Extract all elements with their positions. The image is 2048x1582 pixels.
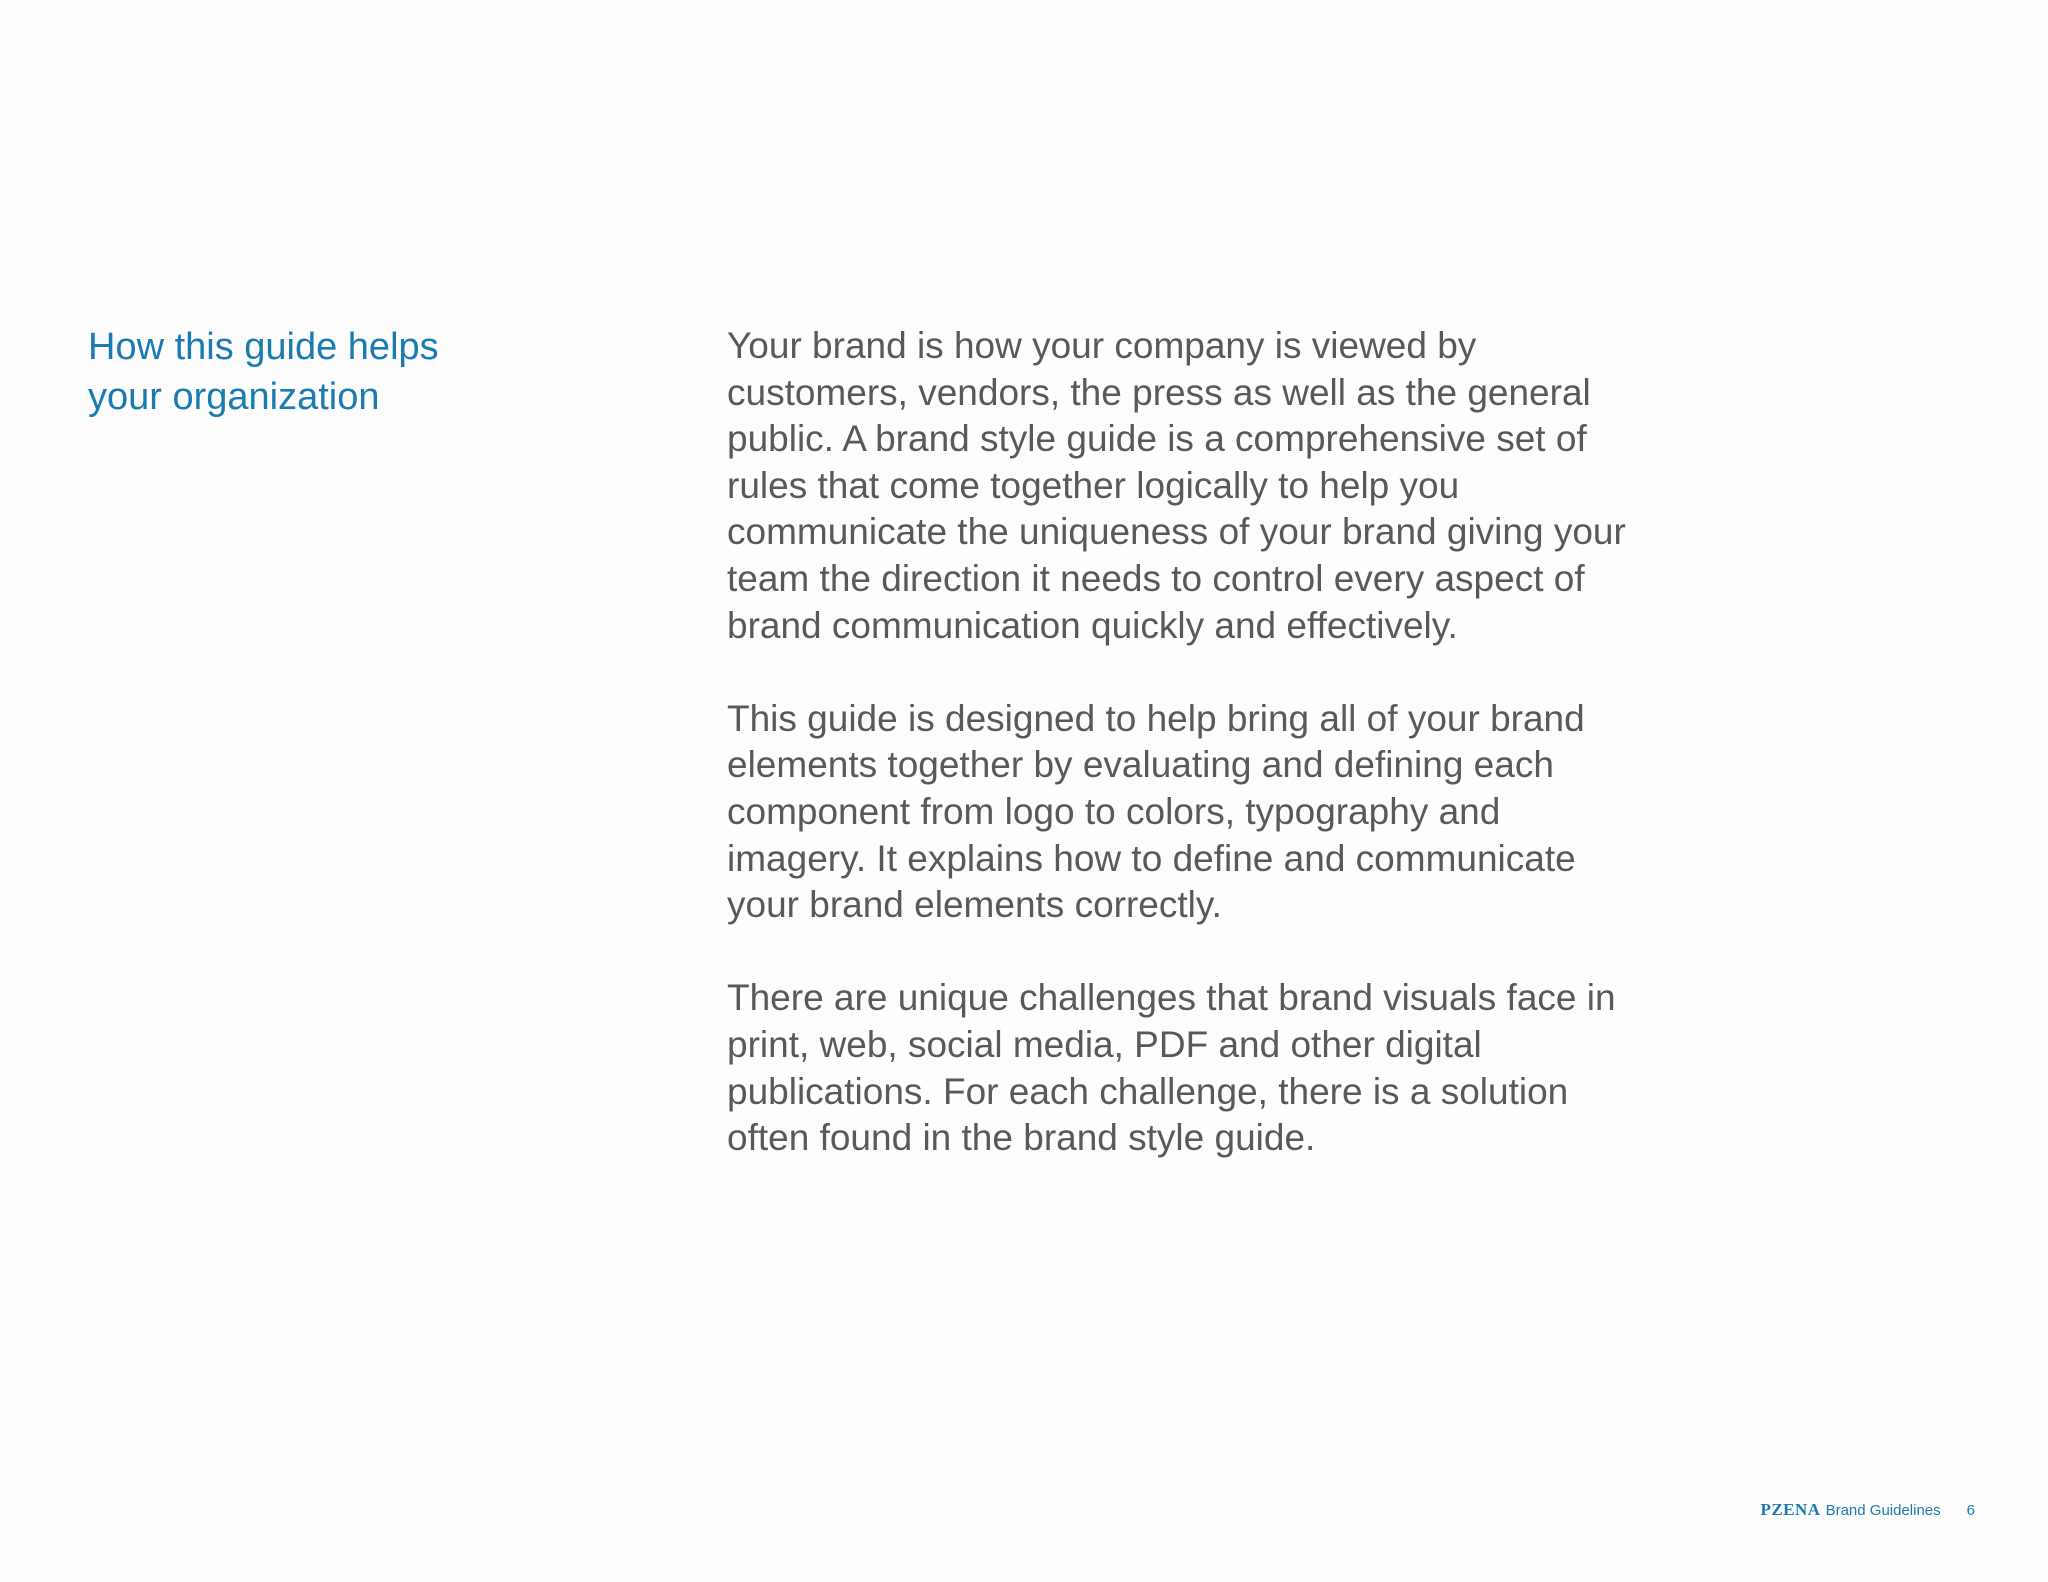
section-heading <box>88 322 648 422</box>
text-line: There are unique challenges that brand visuals face in <box>727 977 1616 1019</box>
page-number: 6 <box>1966 1502 1975 1519</box>
text-line: team the direction it needs to control every aspect of <box>727 557 1585 599</box>
text-line: brand communication quickly and effectively. <box>727 604 1458 646</box>
text-line: your brand elements correctly. <box>727 884 1222 926</box>
text-line: elements together by evaluating and defining each <box>727 744 1554 786</box>
text-line: often found in the brand style guide. <box>727 1117 1316 1159</box>
text-line: component from logo to colors, typography and <box>727 790 1501 832</box>
document-label: Brand Guidelines <box>1825 1502 1941 1519</box>
text-line: customers, vendors, the press as well as the general <box>727 371 1591 413</box>
text-line: public. A brand style guide is a comprehensive set of <box>727 418 1587 460</box>
paragraph-2 <box>727 696 1727 929</box>
text-line: This guide is designed to help bring all of your brand <box>727 697 1585 739</box>
text-line: communicate the uniqueness of your brand giving your <box>727 511 1626 553</box>
text-line: Your brand is how your company is viewed by <box>727 325 1477 366</box>
brand-logo: PZENA <box>1760 1500 1821 1519</box>
text-line: print, web, social media, PDF and other digital <box>727 1023 1482 1065</box>
body-copy <box>727 323 1727 1208</box>
section-heading-line: your organization <box>88 376 380 418</box>
paragraph-1 <box>727 323 1727 649</box>
text-line: rules that come together logically to help you <box>727 464 1460 506</box>
text-line: publications. For each challenge, there is a solution <box>727 1070 1569 1112</box>
section-heading-line: How this guide helps <box>88 326 439 368</box>
text-line: imagery. It explains how to define and communicate <box>727 837 1576 879</box>
page-footer <box>1760 1500 1975 1524</box>
paragraph-3 <box>727 975 1727 1161</box>
